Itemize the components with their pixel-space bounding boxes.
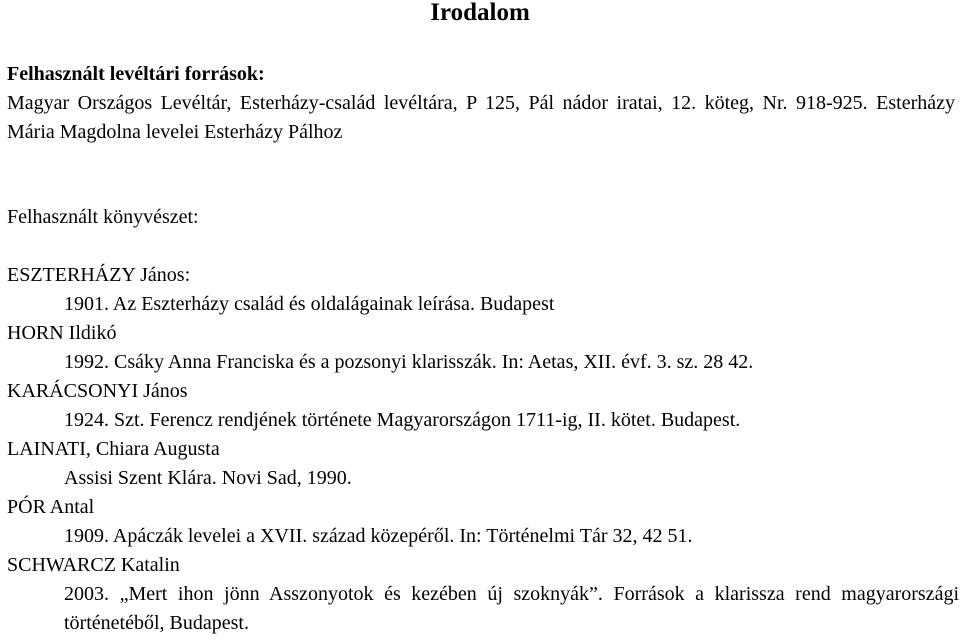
bib-author: KARÁCSONYI János — [7, 380, 188, 402]
bib-work: 1909. Apáczák levelei a XVII. század közepéről. In: Történelmi Tár 32, 42 51. — [64, 525, 693, 547]
bibliography-heading: Felhasznált könyvészet: — [7, 206, 199, 228]
bib-author: HORN Ildikó — [7, 322, 117, 344]
bib-work: 2003. „Mert ihon jönn Asszonyotok és kezében új szoknyák”. Források a klarissza rend magyarországi történetéből, Budapest. — [64, 583, 959, 634]
archive-sources-text: Magyar Országos Levéltár, Esterházy-család levéltára, P 125, Pál nádor iratai, 12. köteg, Nr. 918-925. Esterházy Mária Magdolna levelei Esterházy Pálhoz — [7, 92, 955, 143]
bib-author: LAINATI, Chiara Augusta — [7, 438, 220, 460]
bib-author: SCHWARCZ Katalin — [7, 554, 180, 576]
bibliography-list — [7, 261, 959, 638]
bib-author: PÓR Antal — [7, 496, 95, 518]
bib-work: 1901. Az Eszterházy család és oldalágainak leírása. Budapest — [64, 293, 555, 315]
page-title: Irodalom — [430, 0, 530, 26]
bib-work: Assisi Szent Klára. Novi Sad, 1990. — [64, 467, 352, 489]
bib-author: ESZTERHÁZY János: — [7, 264, 191, 286]
bib-work: 1992. Csáky Anna Franciska és a pozsonyi klarisszák. In: Aetas, XII. évf. 3. sz. 28 42. — [64, 351, 754, 373]
bib-work: 1924. Szt. Ferencz rendjének története Magyarországon 1711-ig, II. kötet. Budapest. — [64, 409, 741, 431]
archive-sources-heading: Felhasznált levéltári források: — [7, 63, 265, 85]
